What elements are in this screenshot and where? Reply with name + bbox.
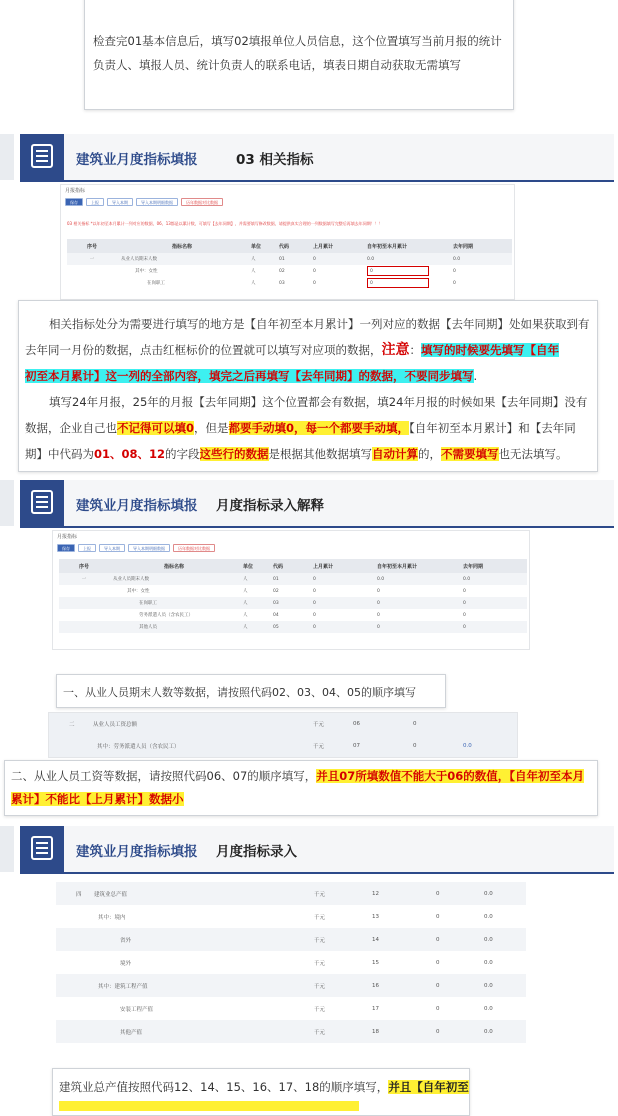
table-row: 省外 千元 14 0 0.0 [56,928,526,951]
import-button[interactable]: 导入本期 [107,198,133,206]
list-icon [31,836,53,860]
table-row: 其中：女性 人 02 0 0 0 [67,265,512,277]
section-title: 建筑业月度指标填报 [76,152,198,168]
table-row: 安装工程产值 千元 17 0 0.0 [120,1005,493,1013]
intro-line-2: 负责人、填报人员、统计负责人的联系电话，填表日期自动获取无需填写 [93,58,461,72]
highlight: 填写的时候要先填写【自年 [421,343,559,357]
note-card-1: 相关指标处分为需要进行填写的地方是【自年初至本月累计】一列对应的数据【去年同期】处如果获取到有 去年同一月份的数据，点击红框标价的位置就可以填写对应项的数据，注意：填写的时候要先填写【自年 初至本月累计】这一列的全部内容，填完之后再填写【去年同期】的数据，不要同步填写. 填写24年月报，25年的月报【去年同期】这个位置都会有数据，填24年月报的时候如果【去年同期】没有 数据，企业自己也不记得可以填0，但是都要手动填0，每一个都要手动填，【自年初至本月累计】和【去年同 期】中代码为01、08、12的字段这些行的数据是根据其他数据填写自动计算的，不需要填写也无法填写。 [18,300,598,472]
col-header: 序号 [67,239,117,253]
warning-text: 03 相关指标 *以年初至本月累计一列对应的数据，06、13都是以累计数，可填写【去年同期】，并需要填写修改数据，请提供真实合理的一列数据填写完整后再填去年同期！！！ [67,221,383,226]
compare-button[interactable]: 历年数据对比数据 [181,198,223,206]
section-subtitle: 月度指标录入解释 [216,498,324,514]
highlight: 累计】不能比【上月累计】数据小 [11,792,184,806]
compare-button[interactable]: 历年数据对比数据 [173,544,215,552]
section-subtitle: 03 相关指标 [236,152,314,168]
table-row: 一 从业人员期末人数 人 01 0 0.0 0.0 [67,253,512,265]
save-button[interactable]: 保存 [57,544,75,552]
table-row: 其中：劳务派遣人员（含农民工） 千元 07 0 0.0 [97,743,472,750]
ytd-input[interactable]: 0 [367,278,429,288]
table-row: 四 建筑业总产值 千元 12 0 0.0 [56,882,526,905]
col-header: 代码 [275,239,309,253]
note-card-3: 建筑业总产值按照代码12、14、15、16、17、18的顺序填写，并且【自年初至 [52,1068,470,1116]
table-row: 在岗职工 人 03 0 0 0 [67,277,512,289]
save-button[interactable]: 保存 [65,198,83,206]
import-button[interactable]: 导入本期 [99,544,125,552]
attention-label: 注意 [381,342,410,358]
section-header-2 [20,480,614,528]
submit-button[interactable]: 上报 [86,198,104,206]
col-header: 单位 [247,239,275,253]
table-row: 其中：建筑工程产值 千元 16 0 0.0 [56,974,526,997]
indicator-form-2: 月报指标 保存 上报 导入本期 导入本期明细数据 历年数据对比数据 序号 指标名称 单位 代码 上月累计 自年初至本月累计 去年同期 一 从业人员期末人数 人 01 0 0.0 0.0 其中：女性 人 02 0 0 0 在岗职工 人 03 0 0 0 劳务派遣人员（含农民工） 人 04 0 0 0 其他人员 人 05 0 0 0 [52,530,530,650]
indicator-form-1 [60,184,515,300]
import-detail-button[interactable]: 导入本期明细数据 [128,544,170,552]
highlight: 初至本月累计】这一列的全部内容，填完之后再填写【去年同期】的数据，不要同步填写 [25,369,474,383]
table-row: 一 从业人员期末人数 人 01 0 0.0 0.0 [59,573,527,585]
form-tab[interactable]: 月报指标 [57,534,78,540]
code-list: 01、08、12 [94,447,166,461]
table-row: 其中：境内 千元 13 0 0.0 [98,913,493,921]
note-text: 相关指标处分为需要进行填写的地方是【自年初至本月累计】一列对应的数据【去年同期】处如果获取到有 [49,317,590,331]
caption-box [56,674,446,708]
section-header-1 [20,134,614,182]
section-title: 建筑业月度指标填报 [76,498,198,514]
form-tab[interactable]: 月报指标 [65,188,86,194]
highlight: 自动计算 [372,447,419,461]
salary-rows [48,712,518,758]
table-row: 劳务派遣人员（含农民工） 人 04 0 0 0 [139,612,466,618]
caption-text: 一、从业人员期末人数等数据，请按照代码02、03、04、05的顺序填写 [63,686,416,699]
note-card-2: 二、从业人员工资等数据，请按照代码06、07的顺序填写，并且07所填数值不能大于06的数值，【自年初至本月 累计】不能比【上月累计】数据小 [4,760,598,816]
table-row: 境外 千元 15 0 0.0 [120,959,493,967]
section-subtitle: 月度指标录入 [216,844,297,860]
col-header: 自年初至本月累计 [363,239,449,253]
list-icon [31,490,53,514]
section-header-3 [20,826,614,874]
col-header: 去年同期 [449,239,512,253]
highlight: 不记得可以填0 [117,421,195,435]
highlight: 都要手动填0，每一个都要手动填， [228,421,410,435]
output-value-rows [56,882,526,1044]
submit-button[interactable]: 上报 [78,544,96,552]
list-icon [31,144,53,168]
table-row: 其中：女性 人 02 0 0 0 [127,588,466,594]
table-row: 其他产值 千元 18 0 0.0 [56,1020,526,1043]
intro-card [84,0,514,110]
highlight: 这些行的数据 [199,447,269,461]
highlight: 不需要填写 [441,447,499,461]
table-row: 在岗职工 人 03 0 0 0 [59,597,527,609]
table-row: 其他人员 人 05 0 0 0 [59,621,527,633]
section-title: 建筑业月度指标填报 [76,844,198,860]
highlight: 并且【自年初至 [388,1080,469,1094]
highlight: 并且07所填数值不能大于06的数值，【自年初至本月 [316,769,585,783]
ytd-input[interactable]: 0 [367,266,429,276]
col-header: 上月累计 [309,239,363,253]
col-header: 指标名称 [117,239,247,253]
table-row: 二 从业人员工资总额 千元 06 0 [69,721,417,728]
import-detail-button[interactable]: 导入本期明细数据 [136,198,178,206]
intro-line-1: 检查完01基本信息后，填写02填报单位人员信息，这个位置填写当前月报的统计 [93,34,502,48]
